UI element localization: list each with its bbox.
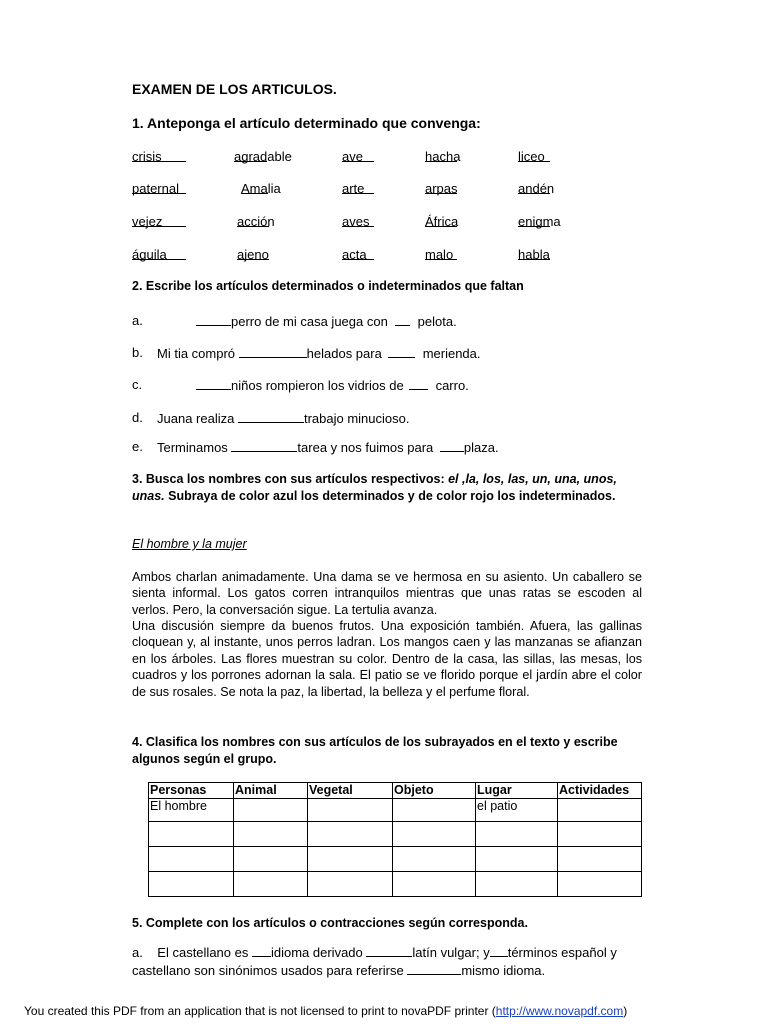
table-row <box>149 822 642 847</box>
item-text: mismo idioma. <box>461 963 546 978</box>
column-header: Actividades <box>558 783 642 799</box>
word: crisis <box>132 149 162 164</box>
item-text: términos español y <box>507 945 617 960</box>
pdf-footer-notice <box>24 1004 627 1018</box>
exercise-item-text <box>196 377 469 393</box>
exercise-item <box>132 377 142 392</box>
word: ajeno <box>237 247 269 262</box>
section-3-heading <box>132 471 642 504</box>
column-header: Vegetal <box>308 783 393 799</box>
fill-row <box>132 214 652 232</box>
fill-row <box>132 247 652 265</box>
table-row <box>149 847 642 872</box>
item-label: a. <box>132 945 143 960</box>
heading-text: Subraya de color azul los determinados y de color rojo los indeterminados. <box>164 488 616 503</box>
footer-text: ) <box>623 1004 628 1018</box>
item-label: c. <box>132 377 143 392</box>
item-text: Mi tia compró <box>157 346 236 361</box>
item-text: niños rompieron los vidrios de <box>231 378 404 393</box>
item-text: El castellano es <box>157 945 249 960</box>
table-cell[interactable] <box>393 799 476 822</box>
item-text: Terminamos <box>157 440 228 455</box>
table-cell[interactable] <box>149 822 234 847</box>
item-text: helados para <box>306 346 382 361</box>
table-row <box>149 799 642 822</box>
item-label: a. <box>132 313 143 328</box>
table-cell[interactable] <box>558 872 642 897</box>
exercise-item <box>132 345 143 360</box>
word: andén <box>518 181 555 196</box>
table-cell[interactable] <box>393 822 476 847</box>
table-cell[interactable] <box>149 872 234 897</box>
exercise-item-text <box>157 410 409 426</box>
word: acción <box>237 214 275 229</box>
item-text: merienda. <box>422 346 481 361</box>
table-cell[interactable] <box>393 847 476 872</box>
exercise-item <box>132 962 545 978</box>
item-text: Juana realiza <box>157 411 235 426</box>
exercise-item-text <box>196 313 457 329</box>
word: África <box>425 214 459 229</box>
word: liceo <box>518 149 545 164</box>
story-paragraph: Ambos charlan animadamente. Una dama se ve hermosa en su asiento. Un caballero se sienta informal. Los gatos corren intranquilos mientras que unas ratas se escoden al verlos. Pero, la conversación sigue. La tertulia avanza. <box>132 570 642 617</box>
item-text: pelota. <box>417 314 457 329</box>
table-cell[interactable] <box>234 872 308 897</box>
table-cell[interactable] <box>476 847 558 872</box>
item-text: perro de mi casa juega con <box>231 314 388 329</box>
section-2-heading: 2. Escribe los artículos determinados o indeterminados que faltan <box>132 279 524 293</box>
table-cell[interactable] <box>476 872 558 897</box>
table-cell[interactable] <box>234 847 308 872</box>
table-cell[interactable] <box>234 822 308 847</box>
table-cell[interactable] <box>393 872 476 897</box>
item-text: plaza. <box>463 440 499 455</box>
table-cell[interactable] <box>476 822 558 847</box>
table-row <box>149 872 642 897</box>
word: paternal <box>132 181 179 196</box>
item-text: carro. <box>435 378 469 393</box>
fill-row <box>132 181 652 199</box>
heading-text: 3. Busca los nombres con sus artículos respectivos: <box>132 472 449 486</box>
table-cell[interactable] <box>234 799 308 822</box>
table-cell[interactable] <box>308 822 393 847</box>
table-cell[interactable] <box>558 847 642 872</box>
word: ave <box>342 149 363 164</box>
item-text: trabajo minucioso. <box>303 411 410 426</box>
exercise-item <box>132 313 143 328</box>
article-list: el ,la, los, las, un, una, unos, unas. <box>132 472 617 503</box>
fill-row <box>132 149 652 167</box>
story-title: El hombre y la mujer <box>132 537 247 551</box>
exercise-item <box>132 439 143 454</box>
story-paragraph: Una discusión siempre da buenos frutos. Una exposición también. Afuera, las gallinas cloquean y, al instante, unos perros ladran. Los mangos caen y las manzanas se afianzan en los árboles. Las flores muestran su color. Dentro de la casa, las sillas, las mesas, los cuadros y los porrones adornan la sala. El patio se ve florido porque el jardín abre el color de sus rosales. Se nota la paz, la libertad, la belleza y el perfume floral. <box>132 619 642 699</box>
word: acta <box>342 247 367 262</box>
word: agradable <box>234 149 292 164</box>
item-label: e. <box>132 439 143 454</box>
exercise-item <box>132 944 617 960</box>
word: enigma <box>518 214 561 229</box>
word: aves <box>342 214 370 229</box>
word: águila <box>132 247 167 262</box>
item-label: b. <box>132 345 143 360</box>
exercise-item-text <box>157 345 481 361</box>
exercise-item <box>132 410 143 425</box>
word: Amalia <box>241 181 281 196</box>
word: vejez <box>132 214 163 229</box>
word: arpas <box>425 181 458 196</box>
word: hacha <box>425 149 461 164</box>
column-header: Animal <box>234 783 308 799</box>
table-cell[interactable] <box>308 872 393 897</box>
item-label: d. <box>132 410 143 425</box>
classification-table <box>148 782 642 897</box>
item-text: castellano son sinónimos usados para referirse <box>132 963 404 978</box>
table-cell[interactable]: El hombre <box>149 799 234 822</box>
table-cell[interactable] <box>558 822 642 847</box>
item-text: latín vulgar; y <box>412 945 490 960</box>
item-text: idioma derivado <box>270 945 363 960</box>
exercise-item-text <box>157 439 499 455</box>
section-4-heading: 4. Clasifica los nombres con sus artículos de los subrayados en el texto y escribe algunos según el grupo. <box>132 735 618 766</box>
column-header: Lugar <box>476 783 558 799</box>
item-text: tarea y nos fuimos para <box>297 440 434 455</box>
table-cell[interactable] <box>149 847 234 872</box>
table-cell[interactable] <box>308 799 393 822</box>
table-cell[interactable] <box>558 799 642 822</box>
footer-text: You created this PDF from an application that is not licensed to print to novaPDF printer ( <box>24 1004 496 1018</box>
word: habla <box>518 247 550 262</box>
table-header-row <box>149 783 642 799</box>
novapdf-link[interactable]: http://www.novapdf.com <box>495 1004 624 1018</box>
column-header: Objeto <box>393 783 476 799</box>
column-header: Personas <box>149 783 234 799</box>
table-cell[interactable] <box>308 847 393 872</box>
word: malo <box>425 247 454 262</box>
page-title: EXAMEN DE LOS ARTICULOS. <box>132 81 337 97</box>
section-1-heading: 1. Anteponga el artículo determinado que convenga: <box>132 115 481 131</box>
word: arte <box>342 181 365 196</box>
table-cell[interactable]: el patio <box>476 799 558 822</box>
section-5-heading: 5. Complete con los artículos o contracciones según corresponda. <box>132 916 528 930</box>
